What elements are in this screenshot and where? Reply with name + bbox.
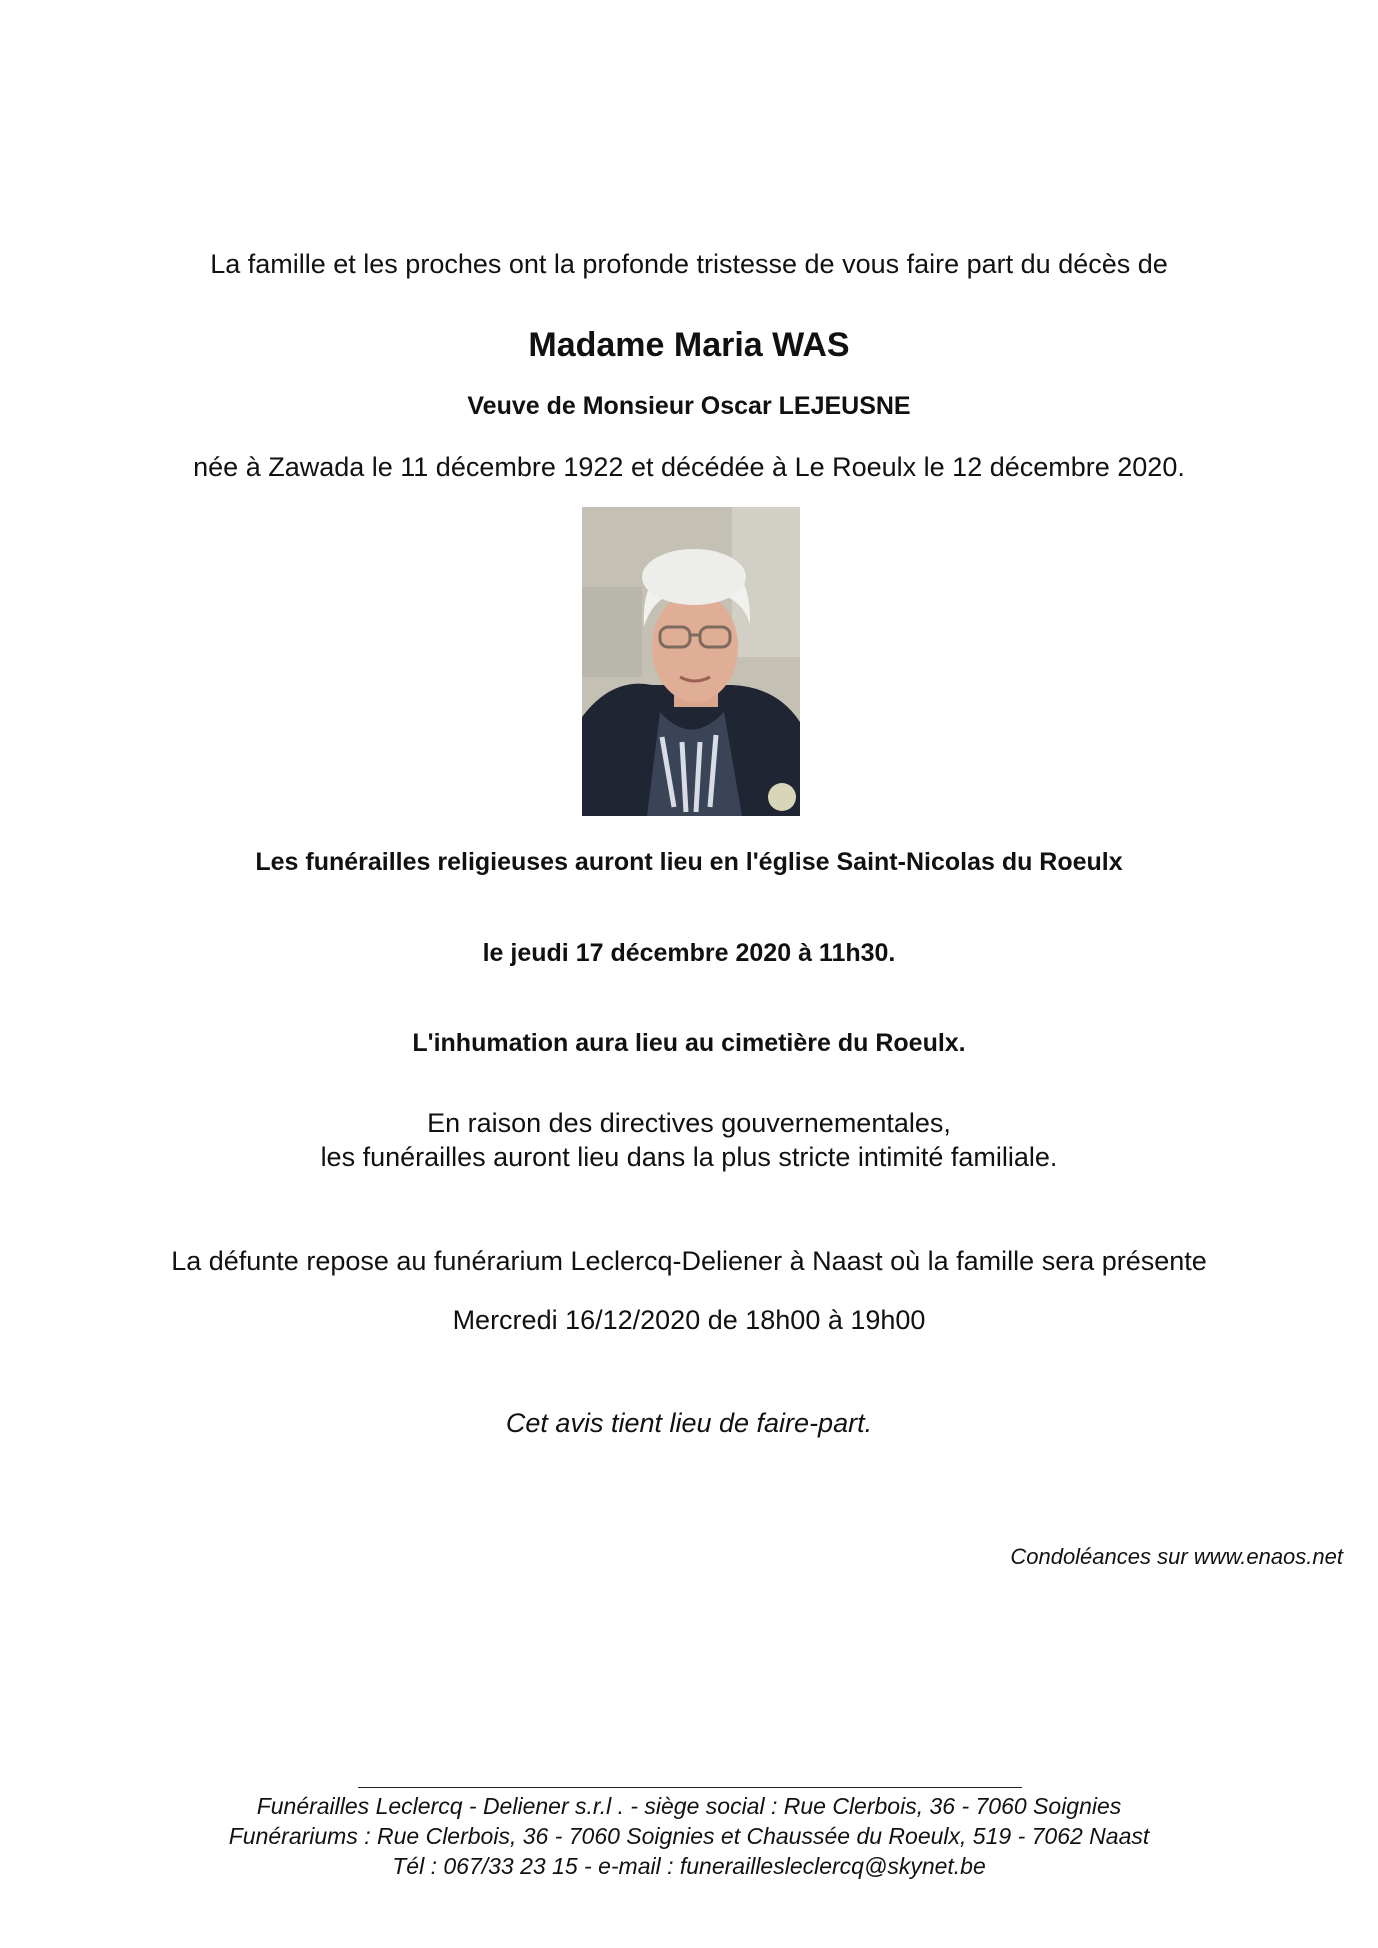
portrait-photo <box>582 507 800 816</box>
funeral-location: Les funérailles religieuses auront lieu en l'église Saint-Nicolas du Roeulx <box>255 848 1123 876</box>
covid-notice-line-2: les funérailles auront lieu dans la plus stricte intimité familiale. <box>320 1142 1058 1172</box>
burial-info: L'inhumation aura lieu au cimetière du Roeulx. <box>412 1029 966 1057</box>
footer-company: Funérailles Leclercq - Deliener s.r.l . - siège social : Rue Clerbois, 36 - 7060 Soignies <box>256 1793 1122 1819</box>
condolences-link: Condoléances sur www.enaos.net <box>1010 1544 1343 1569</box>
faire-part-notice: Cet avis tient lieu de faire-part. <box>505 1408 873 1438</box>
covid-notice-line-1: En raison des directives gouvernementales, <box>427 1108 951 1138</box>
birth-death-dates: née à Zawada le 11 décembre 1922 et décédée à Le Roeulx le 12 décembre 2020. <box>193 452 1185 482</box>
deceased-name: Madame Maria WAS <box>528 326 850 364</box>
widow-line: Veuve de Monsieur Oscar LEJEUSNE <box>467 392 911 420</box>
footer-contact: Tél : 067/33 23 15 - e-mail : funerailleslecler​cq@skynet.be <box>392 1853 986 1879</box>
portrait-photo-icon <box>582 507 800 816</box>
repose-info: La défunte repose au funérarium Leclercq-Deliener à Naast où la famille sera présente <box>171 1246 1207 1276</box>
funeral-date: le jeudi 17 décembre 2020 à 11h30. <box>482 939 896 967</box>
visitation-time: Mercredi 16/12/2020 de 18h00 à 19h00 <box>452 1305 926 1335</box>
footer-funerariums: Funérariums : Rue Clerbois, 36 - 7060 Soignies et Chaussée du Roeulx, 519 - 7062 Naast <box>228 1823 1150 1849</box>
intro-text: La famille et les proches ont la profonde tristesse de vous faire part du décès de <box>210 249 1168 279</box>
footer-divider <box>358 1787 1022 1788</box>
